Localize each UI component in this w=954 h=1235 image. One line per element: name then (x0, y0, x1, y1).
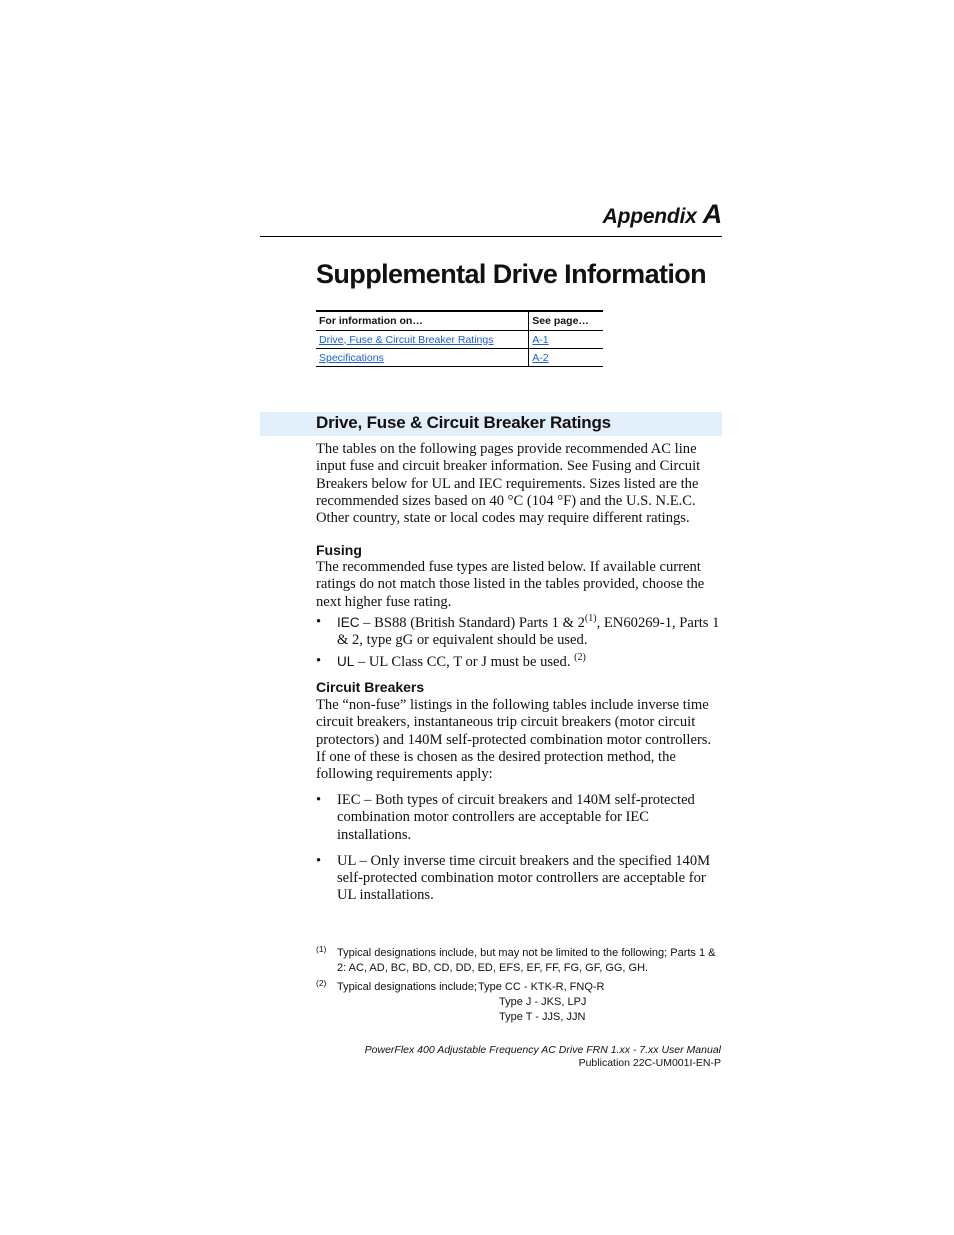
footnote-text: Typical designations include, but may not be limited to the following; Parts 1 & 2: AC, AD, BC, BD, CD, DD, ED, EFS, EF, FF, FG, GF, GG, GH. (337, 947, 716, 974)
footnote-text: Typical designations include; (337, 981, 478, 993)
bullet-text: UL – Only inverse time circuit breakers and the specified 140M self-protected combination motor controllers are acceptable for UL installations. (337, 852, 711, 904)
section-heading: Drive, Fuse & Circuit Breaker Ratings (316, 413, 611, 432)
footnote-mark: (1) (316, 944, 327, 954)
page-footer (365, 1044, 721, 1070)
fusing-bullet-list (316, 614, 722, 674)
fuse-type-cc: Type CC - KTK-R, FNQ-R (478, 981, 605, 993)
bullet-text: IEC – Both types of circuit breakers and 140M self-protected combination motor controllers are acceptable for IEC installations. (337, 792, 695, 843)
bullet-text-continued: , EN60269-1, Parts 1 & 2, type gG or equivalent should be used. (337, 615, 720, 649)
standard-code: IEC (337, 615, 360, 630)
link-drive-fuse-ratings[interactable]: Drive, Fuse & Circuit Breaker Ratings (319, 333, 494, 346)
footnote-ref[interactable]: (2) (574, 651, 586, 663)
fusing-heading: Fusing (316, 542, 362, 558)
intro-paragraph: The tables on the following pages provide recommended AC line input fuse and circuit breaker information. See Fusing and Circuit Breakers below for UL and IEC requirements. Sizes listed are the recommended sizes based on 40 °C (104 °F) and the U.S. N.E.C. Other country, state or local codes may require different ratings. (316, 441, 701, 527)
bullet-icon: • (316, 614, 322, 630)
column-header-page: See page… (529, 311, 603, 331)
link-page-a1[interactable]: A-1 (532, 333, 549, 346)
table-cell-topic (316, 349, 529, 367)
circuit-breakers-paragraph: The “non-fuse” listings in the following tables include inverse time circuit breakers, instantaneous trip circuit breakers (motor circuit protectors) and 140M self-protected combination motor controllers. If one of these is chosen as the desired protection method, the following requirements apply: (316, 697, 712, 783)
table-row (316, 349, 603, 367)
page-title: Supplemental Drive Information (316, 259, 707, 289)
list-item (316, 614, 722, 650)
standard-code: UL (337, 653, 355, 669)
footnote-2 (316, 980, 722, 1025)
bullet-icon: • (316, 652, 322, 669)
footnote-body (316, 980, 722, 1025)
link-specifications[interactable]: Specifications (319, 351, 384, 364)
circuit-breakers-heading: Circuit Breakers (316, 679, 425, 695)
footnote-1 (316, 946, 722, 976)
footnote-ref[interactable]: (1) (584, 613, 597, 624)
fuse-type-t: Type T - JJS, JJN (499, 1011, 586, 1023)
link-page-a2[interactable]: A-2 (532, 351, 549, 364)
table-cell-topic (316, 331, 529, 349)
table-header-row (316, 311, 603, 331)
table-cell-page (529, 331, 603, 349)
contents-table (316, 310, 603, 367)
list-item (316, 853, 722, 905)
fusing-paragraph: The recommended fuse types are listed below. If available current ratings do not match those listed in the tables provided, choose the next higher fuse rating. (316, 559, 705, 610)
header-rule (260, 236, 722, 237)
appendix-word: Appendix (602, 205, 697, 228)
circuit-breakers-bullet-list (316, 792, 722, 914)
footnote-mark: (2) (316, 978, 327, 988)
appendix-heading (603, 199, 722, 230)
bullet-icon: • (316, 852, 322, 869)
list-item (316, 653, 722, 671)
appendix-letter: A (702, 199, 722, 229)
bullet-text: – BS88 (British Standard) Parts 1 & 2 (359, 615, 585, 631)
bullet-icon: • (316, 792, 322, 808)
fuse-type-j: Type J - JKS, LPJ (499, 996, 587, 1008)
table-row (316, 331, 603, 349)
list-item (316, 792, 722, 844)
table-cell-page (529, 349, 603, 367)
column-header-topic: For information on… (316, 311, 529, 331)
bullet-text: – UL Class CC, T or J must be used. (354, 653, 571, 670)
footer-publication: Publication 22C-UM001I-EN-P (578, 1057, 721, 1069)
footer-manual-title: PowerFlex 400 Adjustable Frequency AC Drive FRN 1.xx - 7.xx User Manual (364, 1044, 721, 1056)
